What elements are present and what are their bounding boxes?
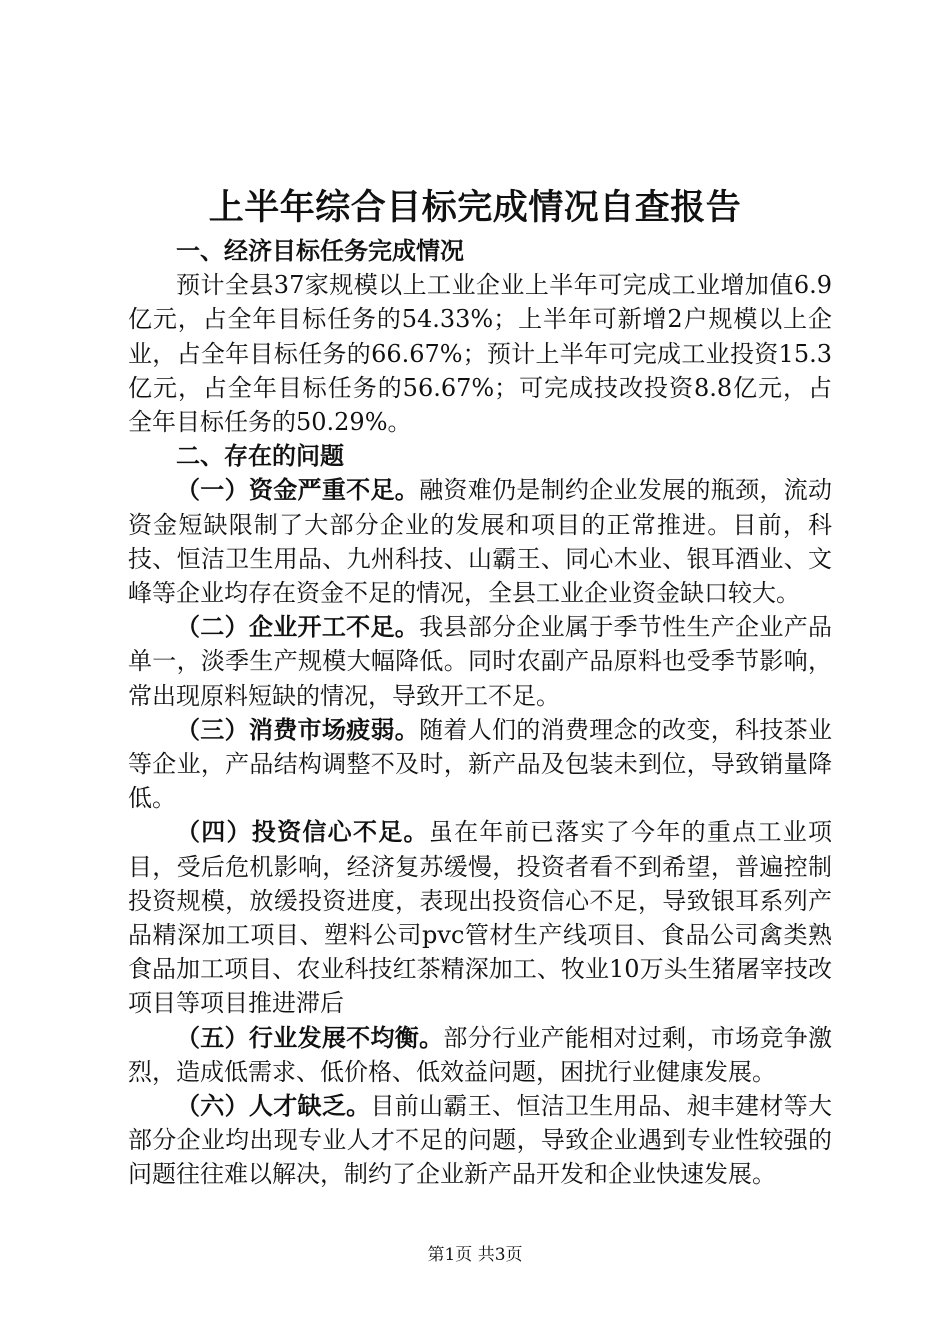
problem-paragraph-4 [128,815,832,1020]
problem-paragraph-3 [128,713,832,816]
problem-text-2: 我县部分企业属于季节性生产企业产品单一，淡季生产规模大幅降低。同时农副产品原料也受季节影响，常出现原料短缺的情况，导致开工不足。 [128,613,833,710]
problem-text-5: 部分行业产能相对过剩，市场竞争激烈，造成低需求、低价格、低效益问题，困扰行业健康发展。 [128,1023,833,1086]
problem-lead-2: （二）企业开工不足。 [176,613,420,642]
problem-text-3: 随着人们的消费理念的改变，科技茶业等企业，产品结构调整不及时，新产品及包装未到位，导致销量降低。 [128,715,833,813]
problem-text-1: 融资难仍是制约企业发展的瓶颈，流动资金短缺限制了大部分企业的发展和项目的正常推进。目前，科技、恒洁卫生用品、九州科技、山霸王、同心木业、银耳酒业、文峰等企业均存在资金不足的情况，全县工业企业资金缺口较大。 [128,476,833,608]
problem-paragraph-1 [128,473,832,610]
document-title: 上半年综合目标完成情况自查报告 [208,188,742,228]
problem-paragraph-2 [128,610,832,713]
problem-text-4: 虽在年前已落实了今年的重点工业项目，受后危机影响，经济复苏缓慢，投资者看不到希望，普遍控制投资规模，放缓投资进度，表现出投资信心不足，导致银耳系列产品精深加工项目、塑料公司pvc管材生产线项目、食品公司禽类熟食品加工项目、农业科技红茶精深加工、牧业10万头生猪屠宰技改项目等项目推进滞后 [128,818,833,1018]
problem-lead-5: （五）行业发展不均衡。 [176,1023,444,1052]
problem-lead-6: （六）人才缺乏。 [176,1092,371,1121]
document-body [128,234,832,1192]
section-heading-1: 一、经济目标任务完成情况 [176,237,464,265]
problem-lead-3: （三）消费市场疲弱。 [176,715,420,744]
problem-paragraph-6 [128,1089,832,1192]
page-number-footer: 第1页 共3页 [427,1245,523,1265]
problem-paragraph-5 [128,1021,832,1089]
section-heading-2: 二、存在的问题 [176,442,344,471]
section-1-paragraph: 预计全县37家规模以上工业企业上半年可完成工业增加值6.9亿元，占全年目标任务的54.33%；上半年可新增2户规模以上企业，占全年目标任务的66.67%；预计上半年可完成工业投资15.3亿元，占全年目标任务的56.67%；可完成技改投资8.8亿元，占全年目标任务的50.29%。 [128,271,832,437]
problem-lead-4: （四）投资信心不足。 [176,818,429,847]
problem-lead-1: （一）资金严重不足。 [176,476,420,505]
problem-text-6: 目前山霸王、恒洁卫生用品、昶丰建材等大部分企业均出现专业人才不足的问题，导致企业遇到专业性较强的问题往往难以解决，制约了企业新产品开发和企业快速发展。 [128,1092,833,1189]
